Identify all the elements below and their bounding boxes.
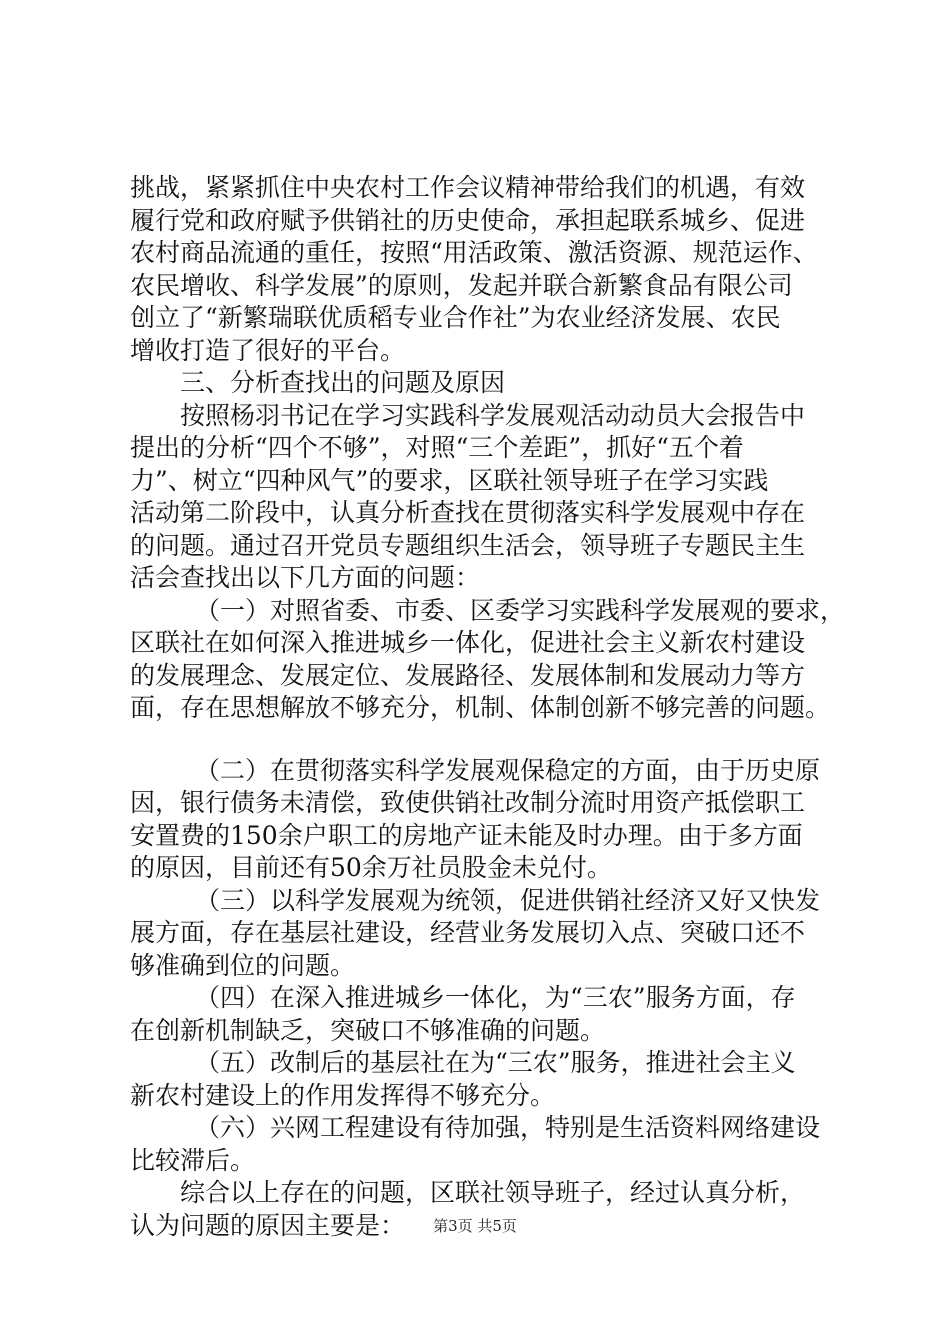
section-heading: 三、分析查找出的问题及原因 [180,368,506,397]
text-line: 的问题。通过召开党员专题组织生活会，领导班子专题民主生 [130,530,806,560]
text-line: 挑战，紧紧抓住中央农村工作会议精神带给我们的机遇，有效 [130,173,806,202]
document-body [130,172,850,1242]
text-line: 综合以上存在的问题，区联社领导班子，经过认真分析， [180,1178,806,1207]
text-line: （二）在贯彻落实科学发展观保稳定的方面，由于历史原 [195,755,821,785]
text-line: 的发展理念、发展定位、发展路径、发展体制和发展动力等方 [130,660,806,690]
text-line: 比较滞后。 [130,1145,256,1175]
text-line: 力”、树立“四种风气”的要求，区联社领导班子在学习实践 [130,465,769,495]
text-line: 面，存在思想解放不够充分，机制、体制创新不够完善的问题。 [130,693,831,722]
page-footer: 第3页 共5页 [433,1217,517,1235]
text-line: 增收打造了很好的平台。 [130,335,406,365]
text-line: 区联社在如何深入推进城乡一体化，促进社会主义新农村建设 [130,628,806,657]
text-line: 农民增收、科学发展”的原则，发起并联合新繁食品有限公司 [130,270,793,300]
text-line: （五）改制后的基层社在为“三农”服务，推进社会主义 [195,1048,796,1077]
text-line: 因，银行债务未清偿，致使供销社改制分流时用资产抵偿职工 [130,788,806,817]
text-line: 认为问题的原因主要是： [130,1210,406,1240]
text-line: 的原因，目前还有50余万社员股金未兑付。 [130,853,612,882]
text-line: 够准确到位的问题。 [130,950,356,980]
text-line: 提出的分析“四个不够”，对照“三个差距”，抓好“五个着 [130,433,744,462]
text-line: （六）兴网工程建设有待加强，特别是生活资料网络建设 [195,1113,821,1142]
text-line: 展方面，存在基层社建设，经营业务发展切入点、突破口还不 [130,918,806,947]
text-line: 按照杨羽书记在学习实践科学发展观活动动员大会报告中 [180,400,806,430]
text-line: 履行党和政府赋予供销社的历史使命，承担起联系城乡、促进 [130,205,806,235]
text-line: 新农村建设上的作用发挥得不够充分。 [130,1080,556,1110]
text-line: （三）以科学发展观为统领，促进供销社经济又好又快发 [195,885,821,915]
text-line: 活会查找出以下几方面的问题： [130,563,481,592]
text-line: 安置费的150余户职工的房地产证未能及时办理。由于多方面 [130,820,803,850]
text-line: 活动第二阶段中，认真分析查找在贯彻落实科学发展观中存在 [130,498,806,527]
text-line: 农村商品流通的重任，按照“用活政策、激活资源、规范运作、 [130,238,818,267]
text-line: 在创新机制缺乏，突破口不够准确的问题。 [130,1015,606,1045]
paragraph-gap [130,725,850,755]
text-line: （四）在深入推进城乡一体化，为“三农”服务方面，存 [195,983,796,1012]
text-line: 创立了“新繁瑞联优质稻专业合作社”为农业经济发展、农民 [130,303,781,332]
text-line: （一）对照省委、市委、区委学习实践科学发展观的要求， [195,595,846,625]
